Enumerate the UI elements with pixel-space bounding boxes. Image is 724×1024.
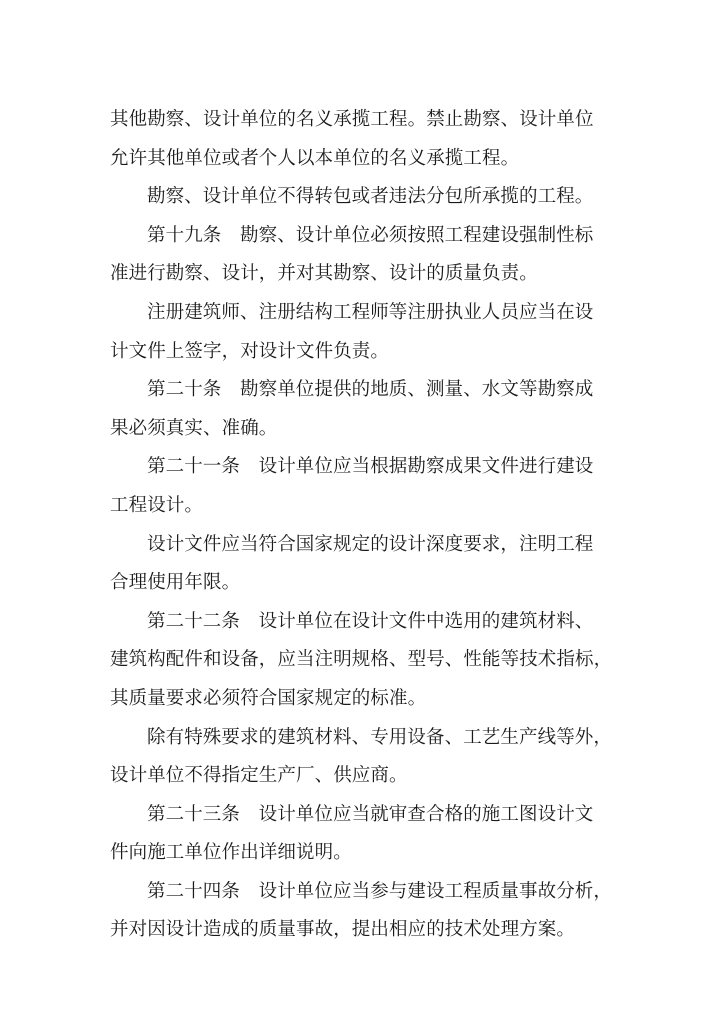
text-line: 除有特殊要求的建筑材料、专用设备、工艺生产线等外， (147, 726, 613, 748)
text-line: 其他勘察、设计单位的名义承揽工程。禁止勘察、设计单位 (110, 109, 594, 130)
text-line: 合理使用年限。 (110, 572, 241, 594)
text-line: 第二十二条 设计单位在设计文件中选用的建筑材料、 (147, 610, 594, 632)
paragraph-article-24 (110, 873, 613, 950)
text-line: 准进行勘察、设计，并对其勘察、设计的质量负责。 (110, 263, 538, 285)
paragraph-article-22 (110, 603, 613, 719)
text-line: 工程设计。 (110, 494, 204, 516)
paragraph-registered-personnel (110, 294, 610, 371)
text-line: 设计单位不得指定生产厂、供应商。 (110, 765, 408, 787)
paragraph-article-19 (110, 217, 610, 294)
text-line: 允许其他单位或者个人以本单位的名义承揽工程。 (110, 147, 520, 169)
paragraph-article-23 (110, 796, 610, 873)
text-line: 第二十条 勘察单位提供的地质、测量、水文等勘察成 (147, 379, 594, 401)
paragraph-continuation (110, 101, 610, 178)
paragraph-article-21 (110, 448, 610, 525)
text-line: 注册建筑师、注册结构工程师等注册执业人员应当在设 (147, 301, 594, 323)
document-body (110, 101, 613, 950)
text-line: 第二十一条 设计单位应当根据勘察成果文件进行建设 (147, 456, 594, 478)
text-line: 第二十四条 设计单位应当参与建设工程质量事故分析， (147, 880, 613, 902)
paragraph-no-subcontract (110, 178, 610, 217)
text-line: 勘察、设计单位不得转包或者违法分包所承揽的工程。 (147, 186, 594, 208)
paragraph-article-20 (110, 371, 610, 448)
text-line: 件向施工单位作出详细说明。 (110, 842, 352, 864)
text-line: 计文件上签字，对设计文件负责。 (110, 340, 390, 362)
text-line: 第二十三条 设计单位应当就审查合格的施工图设计文 (147, 803, 594, 825)
paragraph-special-requirements (110, 719, 613, 796)
text-line: 第十九条 勘察、设计单位必须按照工程建设强制性标 (147, 224, 594, 246)
paragraph-design-depth (110, 526, 610, 603)
text-line: 其质量要求必须符合国家规定的标准。 (110, 687, 427, 709)
text-line: 果必须真实、准确。 (110, 417, 278, 439)
text-line: 设计文件应当符合国家规定的设计深度要求，注明工程 (147, 533, 594, 555)
text-line: 并对因设计造成的质量事故，提出相应的技术处理方案。 (110, 919, 576, 941)
text-line: 建筑构配件和设备，应当注明规格、型号、性能等技术指标， (110, 649, 613, 671)
